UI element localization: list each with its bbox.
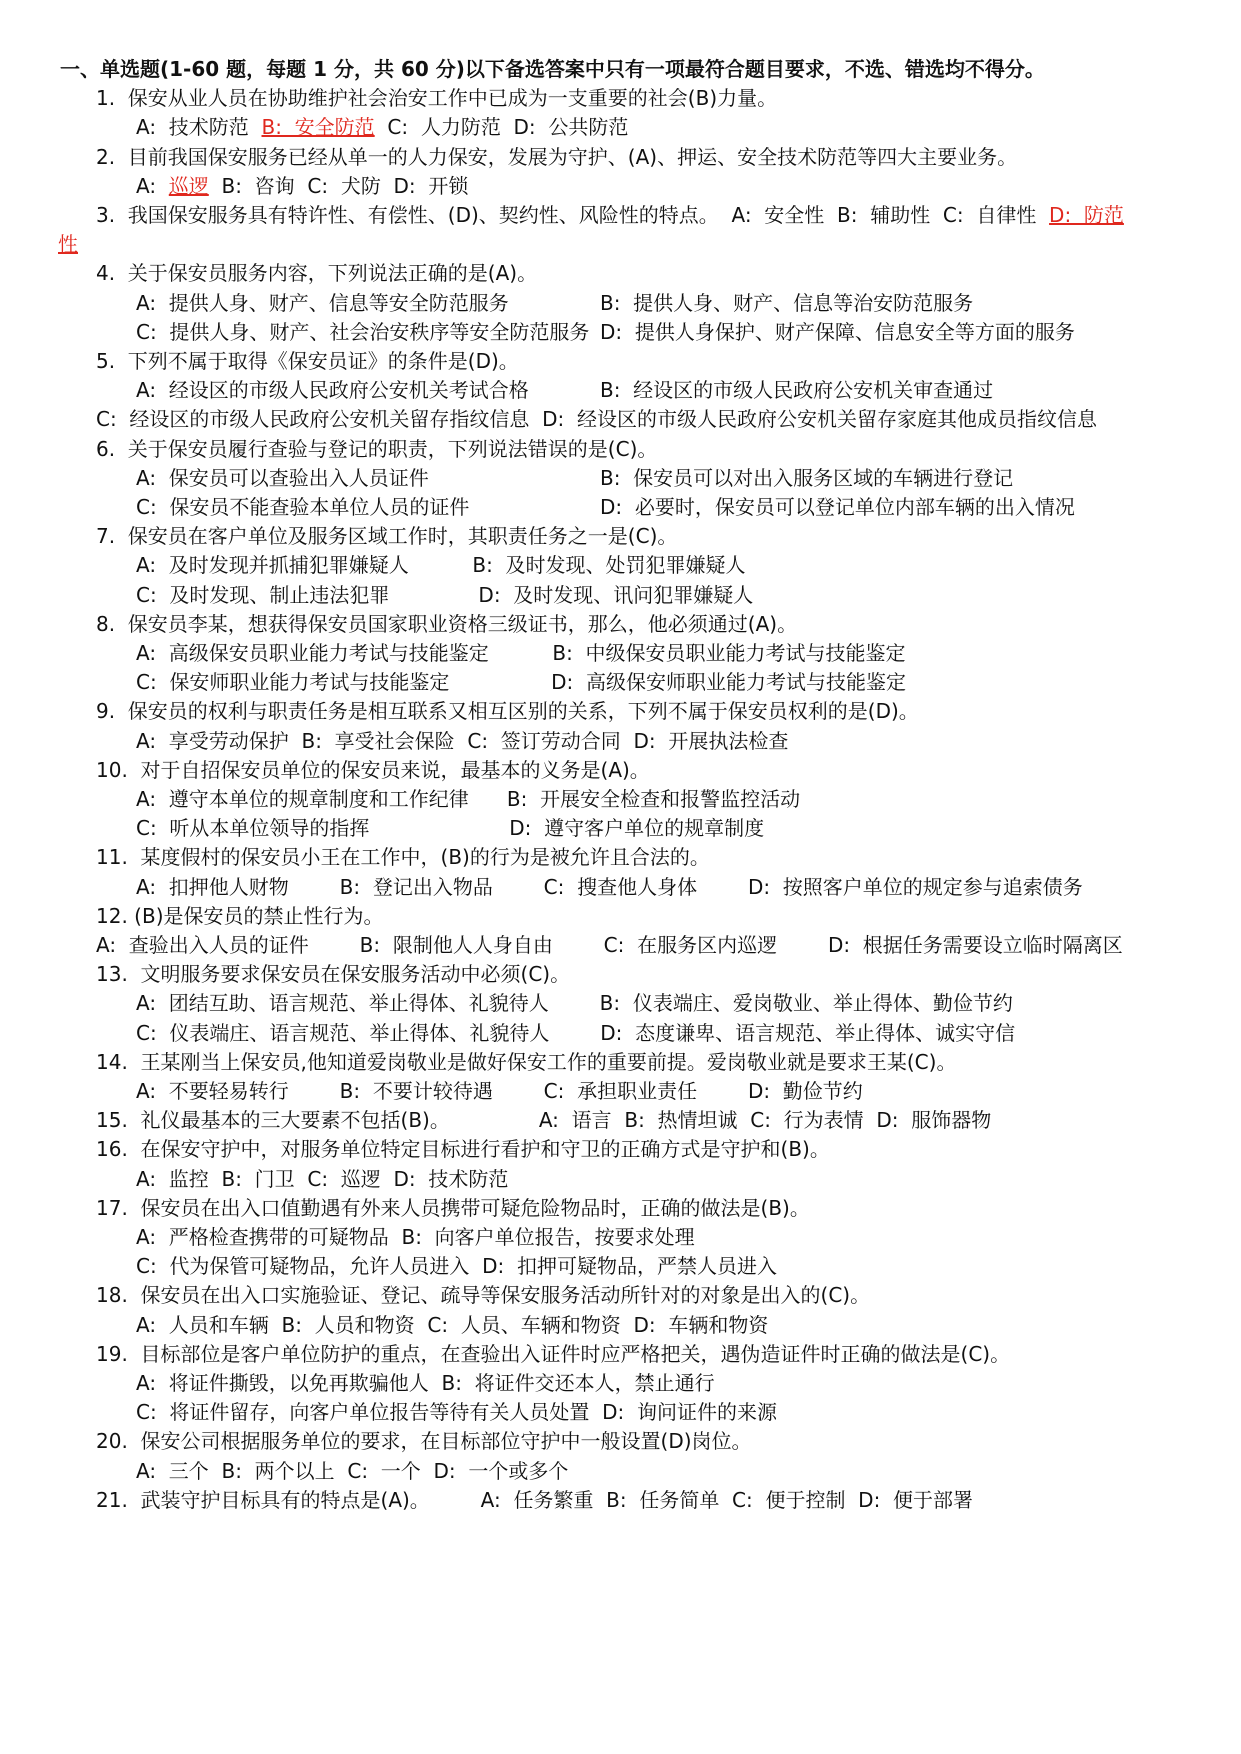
- line-text: 5. 下列不属于取得《保安员证》的条件是(D)。: [96, 349, 519, 373]
- line-text: 20. 保安公司根据服务单位的要求，在目标部位守护中一般设置(D)岗位。: [96, 1429, 752, 1454]
- line-text: 21. 武装守护目标具有的特点是(A)。 A: 任务繁重 B: 任务简单 C: 便于控制 D: 便于部署: [96, 1487, 974, 1512]
- line-text: 16. 在保安守护中，对服务单位特定目标进行看护和守卫的正确方式是守护和(B)。: [96, 1137, 830, 1162]
- line-text: A: 高级保安员职业能力考试与技能鉴定 B: 中级保安员职业能力考试与技能鉴定: [136, 641, 906, 665]
- question-line: [96, 523, 677, 549]
- line-text: B: 提供人身、财产、信息等治安防范服务: [600, 290, 974, 315]
- line-text: A: 不要轻易转行 B: 不要计较待遇 C: 承担职业责任 D: 勤俭节约: [136, 1079, 863, 1103]
- options-line: [136, 640, 906, 666]
- question-line: [96, 903, 384, 929]
- line-text: 8. 保安员李某，想获得保安员国家职业资格三级证书，那么，他必须通过(A)。: [96, 611, 798, 636]
- line-text: 11. 某度假村的保安员小王在工作中，(B)的行为是被允许且合法的。: [96, 845, 710, 870]
- question-line: [96, 1107, 991, 1133]
- line-text: A: 技术防范: [136, 115, 262, 140]
- line-text: 12. (B)是保安员的禁止性行为。: [96, 903, 384, 928]
- line-text: A: 将证件撕毁，以免再欺骗他人 B: 将证件交还本人，禁止通行: [136, 1371, 715, 1395]
- options-line: [136, 377, 994, 403]
- line-text: A: 查验出入人员的证件 B: 限制他人人身自由 C: 在服务区内巡逻 D: 根据任务需要设立临时隔离区: [96, 933, 1123, 957]
- question-line: [96, 757, 650, 783]
- line-text: A: 享受劳动保护 B: 享受社会保险 C: 签订劳动合同 D: 开展执法检查: [136, 728, 789, 753]
- question-line: [96, 348, 519, 374]
- line-text: C: 人力防范 D: 公共防范: [374, 115, 629, 140]
- question-line: [96, 1049, 956, 1075]
- options-line: [136, 114, 628, 140]
- answer-highlight: 巡逻: [168, 173, 209, 198]
- options-line: [58, 231, 78, 257]
- options-line: [136, 1253, 777, 1279]
- options-line: [136, 552, 746, 578]
- answer-highlight: D: 防范: [1049, 203, 1124, 227]
- line-text: A: 及时发现并抓捕犯罪嫌疑人 B: 及时发现、处罚犯罪嫌疑人: [136, 553, 746, 578]
- question-line: [96, 436, 657, 462]
- line-text: 15. 礼仪最基本的三大要素不包括(B)。 A: 语言 B: 热情坦诚 C: 行为表情 D: 服饰器物: [96, 1108, 992, 1133]
- question-line: [96, 611, 797, 637]
- question-line: [96, 1282, 870, 1308]
- line-text: B: 保安员可以对出入服务区域的车辆进行登记: [600, 465, 1014, 490]
- line-text: 17. 保安员在出入口值勤遇有外来人员携带可疑危险物品时，正确的做法是(B)。: [96, 1195, 810, 1220]
- line-text: A:: [136, 173, 169, 198]
- line-text: 2. 目前我国保安服务已经从单一的人力保安，发展为守护、(A)、押运、安全技术防范等四大主要业务。: [96, 144, 1018, 169]
- options-line: [136, 1370, 715, 1396]
- line-text: 9. 保安员的权利与职责任务是相互联系又相互区别的关系，下列不属于保安员权利的是(D)。: [96, 699, 919, 724]
- line-text: A: 提供人身、财产、信息等安全防范服务: [136, 290, 509, 315]
- line-text: 4. 关于保安员服务内容，下列说法正确的是(A)。: [96, 261, 538, 286]
- line-text: C: 提供人身、财产、社会治安秩序等安全防范服务: [136, 319, 590, 344]
- line-text: 19. 目标部位是客户单位防护的重点，在查验出入证件时应严格把关，遇伪造证件时正确的做法是(C)。: [96, 1341, 1011, 1366]
- line-text: D: 必要时，保安员可以登记单位内部车辆的出入情况: [600, 495, 1075, 519]
- line-text: 一、单选题(1-60 题，每题 1 分，共 60 分)以下备选答案中只有一项最符合题目要求，不选、错选均不得分。: [60, 57, 1045, 81]
- options-line: [96, 406, 1097, 432]
- options-line: [136, 669, 906, 695]
- line-text: B: 经设区的市级人民政府公安机关审查通过: [600, 378, 994, 403]
- line-text: 13. 文明服务要求保安员在保安服务活动中必须(C)。: [96, 962, 571, 987]
- answer-highlight: B: 安全防范: [261, 115, 375, 140]
- options-line: [136, 1078, 863, 1104]
- line-text: C: 经设区的市级人民政府公安机关留存指纹信息 D: 经设区的市级人民政府公安机关留存家庭其他成员指纹信息: [96, 407, 1097, 432]
- options-line: [136, 465, 1014, 491]
- options-line: [136, 1020, 1015, 1046]
- section-title: [60, 56, 1045, 82]
- line-text: A: 扣押他人财物 B: 登记出入物品 C: 搜查他人身体 D: 按照客户单位的规定参与追索债务: [136, 874, 1083, 899]
- options-line: [136, 874, 1083, 900]
- question-line: [96, 85, 777, 111]
- line-text: A: 遵守本单位的规章制度和工作纪律 B: 开展安全检查和报警监控活动: [136, 787, 801, 811]
- answer-highlight: 性: [58, 232, 78, 257]
- question-line: [96, 698, 919, 724]
- question-line: [96, 1428, 752, 1454]
- question-line: [96, 844, 710, 870]
- line-text: A: 保安员可以查验出入人员证件: [136, 465, 429, 490]
- line-text: C: 仪表端庄、语言规范、举止得体、礼貌待人 D: 态度谦卑、语言规范、举止得体、诚实守信: [136, 1020, 1016, 1045]
- question-line: [96, 1195, 810, 1221]
- options-line: [136, 1399, 777, 1425]
- options-line: [136, 815, 764, 841]
- question-line: [96, 202, 1124, 228]
- options-line: [136, 290, 974, 316]
- options-line: [136, 990, 1013, 1016]
- line-text: A: 团结互助、语言规范、举止得体、礼貌待人 B: 仪表端庄、爱岗敬业、举止得体、勤俭节约: [136, 991, 1013, 1016]
- line-text: C: 听从本单位领导的指挥 D: 遵守客户单位的规章制度: [136, 816, 765, 841]
- line-text: 14. 王某刚当上保安员,他知道爱岗敬业是做好保安工作的重要前提。爱岗敬业就是要求王某(C)。: [96, 1049, 957, 1074]
- question-line: [96, 144, 1017, 170]
- options-line: [136, 1458, 568, 1484]
- question-line: [96, 961, 570, 987]
- line-text: A: 经设区的市级人民政府公安机关考试合格: [136, 378, 529, 403]
- line-text: 10. 对于自招保安员单位的保安员来说，最基本的义务是(A)。: [96, 757, 650, 782]
- line-text: B: 咨询 C: 犬防 D: 开锁: [208, 173, 469, 198]
- line-text: 1. 保安从业人员在协助维护社会治安工作中已成为一支重要的社会(B)力量。: [96, 86, 778, 111]
- question-line: [96, 1341, 1010, 1367]
- options-line: [136, 1312, 768, 1338]
- options-line: [136, 728, 788, 754]
- line-text: C: 及时发现、制止违法犯罪 D: 及时发现、讯问犯罪嫌疑人: [136, 582, 754, 607]
- line-text: 18. 保安员在出入口实施验证、登记、疏导等保安服务活动所针对的对象是出入的(C)。: [96, 1283, 871, 1308]
- line-text: A: 人员和车辆 B: 人员和物资 C: 人员、车辆和物资 D: 车辆和物资: [136, 1312, 769, 1337]
- line-text: 6. 关于保安员履行查验与登记的职责，下列说法错误的是(C)。: [96, 436, 658, 461]
- options-line: [136, 1166, 508, 1192]
- options-line: [136, 582, 753, 608]
- line-text: C: 保安师职业能力考试与技能鉴定 D: 高级保安师职业能力考试与技能鉴定: [136, 670, 906, 695]
- line-text: A: 严格检查携带的可疑物品 B: 向客户单位报告，按要求处理: [136, 1225, 695, 1249]
- options-line: [96, 932, 1123, 958]
- options-line: [136, 319, 1075, 345]
- line-text: 3. 我国保安服务具有特许性、有偿性、(D)、契约性、风险性的特点。 A: 安全性 B: 辅助性 C: 自律性: [96, 203, 1050, 227]
- options-line: [136, 786, 800, 812]
- question-line: [96, 1487, 973, 1513]
- line-text: 7. 保安员在客户单位及服务区域工作时，其职责任务之一是(C)。: [96, 524, 678, 549]
- line-text: C: 将证件留存，向客户单位报告等待有关人员处置 D: 询问证件的来源: [136, 1400, 777, 1425]
- question-line: [96, 260, 537, 286]
- options-line: [136, 494, 1075, 520]
- line-text: A: 监控 B: 门卫 C: 巡逻 D: 技术防范: [136, 1166, 509, 1191]
- line-text: D: 提供人身保护、财产保障、信息安全等方面的服务: [600, 319, 1075, 344]
- line-text: C: 代为保管可疑物品，允许人员进入 D: 扣押可疑物品，严禁人员进入: [136, 1254, 777, 1279]
- line-text: A: 三个 B: 两个以上 C: 一个 D: 一个或多个: [136, 1458, 569, 1483]
- question-line: [96, 1136, 830, 1162]
- options-line: [136, 173, 468, 199]
- options-line: [136, 1224, 695, 1250]
- line-text: C: 保安员不能查验本单位人员的证件: [136, 495, 470, 519]
